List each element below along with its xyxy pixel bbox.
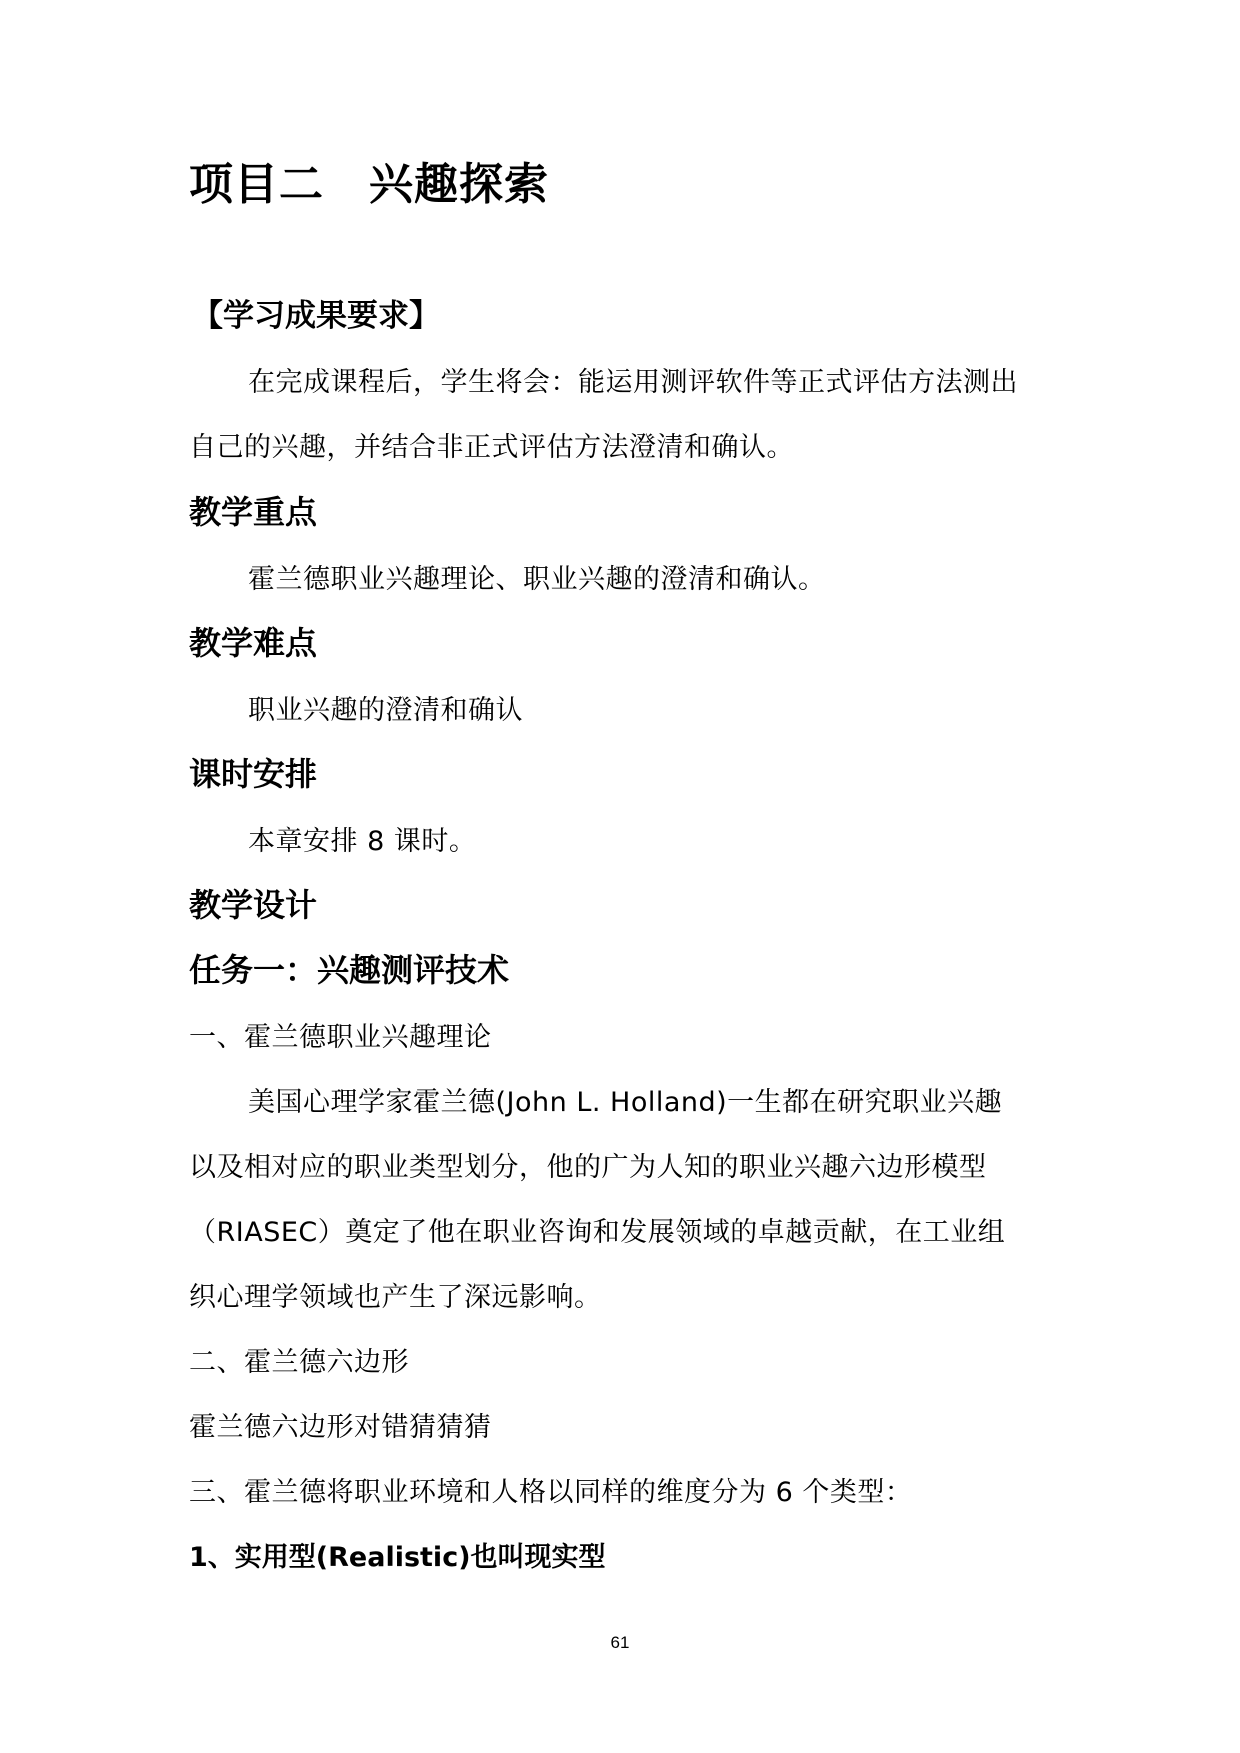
section2-text: 霍兰德六边形对错猜猜猜 <box>189 1412 492 1443</box>
schedule-heading: 课时安排 <box>189 755 318 793</box>
holland-paragraph-line-3: （RIASEC）奠定了他在职业咨询和发展领域的卓越贡献，在工业组 <box>189 1217 1006 1248</box>
type1-heading: 1、实用型(Realistic)也叫现实型 <box>189 1542 606 1573</box>
holland-paragraph-line-1: 美国心理学家霍兰德(John L. Holland)一生都在研究职业兴趣 <box>248 1087 1003 1118</box>
schedule-text: 本章安排 8 课时。 <box>248 826 477 857</box>
chapter-title: 项目二 兴趣探索 <box>189 159 549 210</box>
page-number: 61 <box>610 1633 630 1652</box>
section3-heading: 三、霍兰德将职业环境和人格以同样的维度分为 6 个类型： <box>189 1477 913 1508</box>
design-heading: 教学设计 <box>189 886 318 924</box>
outcome-heading: 【学习成果要求】 <box>192 298 440 334</box>
task1-heading: 任务一：兴趣测评技术 <box>189 951 510 989</box>
focus-text: 霍兰德职业兴趣理论、职业兴趣的澄清和确认。 <box>248 564 826 595</box>
outcome-paragraph-line-1: 在完成课程后，学生将会：能运用测评软件等正式评估方法测出 <box>248 367 1018 398</box>
holland-paragraph-line-2: 以及相对应的职业类型划分，他的广为人知的职业兴趣六边形模型 <box>189 1152 987 1183</box>
outcome-paragraph-line-2: 自己的兴趣，并结合非正式评估方法澄清和确认。 <box>189 432 794 463</box>
focus-heading: 教学重点 <box>189 493 318 531</box>
section1-heading: 一、霍兰德职业兴趣理论 <box>189 1022 492 1053</box>
difficulty-heading: 教学难点 <box>189 624 318 662</box>
difficulty-text: 职业兴趣的澄清和确认 <box>248 695 523 726</box>
holland-paragraph-line-4: 织心理学领域也产生了深远影响。 <box>189 1282 602 1313</box>
section2-heading: 二、霍兰德六边形 <box>189 1347 409 1378</box>
